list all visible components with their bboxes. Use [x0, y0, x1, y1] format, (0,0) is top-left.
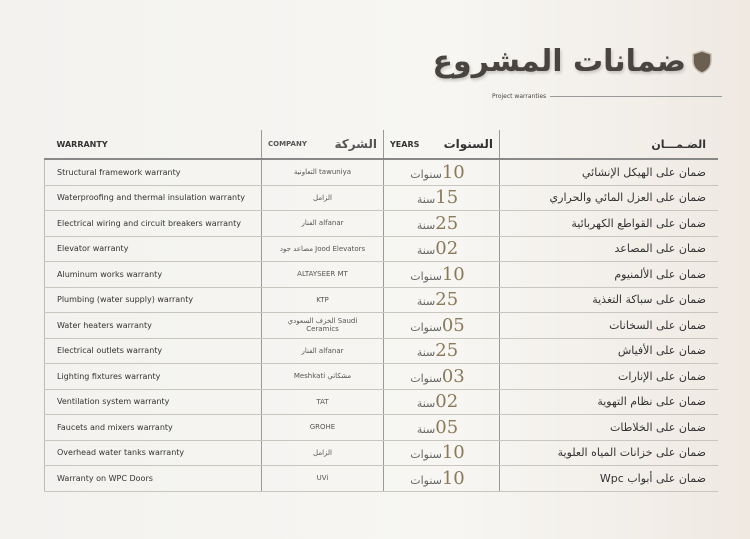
years-unit: سنة [416, 244, 436, 258]
years-cell [384, 338, 500, 364]
warranty-en: Lighting fixtures warranty [45, 364, 262, 390]
warranty-en: Aluminum works warranty [45, 262, 262, 288]
page-title [433, 44, 712, 79]
company-logo: GROHE [262, 415, 384, 441]
years-number: 10 [441, 161, 465, 183]
years-cell [384, 185, 500, 211]
table-row [45, 440, 719, 466]
warranty-ar: ضمان على أبواب Wpc [500, 466, 719, 492]
company-logo: Meshkati مشكاتي [262, 364, 384, 390]
warranty-ar: ضمان على الخلاطات [500, 415, 719, 441]
warranty-en: Structural framework warranty [45, 159, 262, 185]
table-row [45, 262, 719, 288]
years-number: 25 [435, 289, 459, 311]
subtitle-text: Project warranties [492, 93, 547, 100]
col-years [384, 130, 500, 159]
table-row [45, 364, 719, 390]
years-unit: سنة [416, 397, 436, 411]
years-cell [384, 364, 500, 390]
company-logo: التعاونية tawuniya [262, 159, 384, 185]
table-row [45, 159, 719, 185]
years-cell [384, 466, 500, 492]
years-number: 02 [435, 238, 459, 260]
years-number: 03 [441, 365, 465, 387]
table-row [45, 287, 719, 313]
years-unit: سنوات [410, 320, 442, 334]
years-unit: سنة [416, 422, 436, 436]
col-years-ar: السنوات [443, 137, 493, 151]
warranty-ar: ضمان على خزانات المياه العلوية [500, 440, 719, 466]
warranty-en: Warranty on WPC Doors [45, 466, 262, 492]
years-unit: سنة [416, 218, 436, 232]
years-cell [384, 262, 500, 288]
years-number: 25 [435, 212, 459, 234]
years-number: 10 [441, 467, 465, 489]
title-text: ضمانات المشروع [432, 44, 686, 79]
years-unit: سنة [416, 193, 436, 207]
warranty-en: Overhead water tanks warranty [45, 440, 262, 466]
years-cell [384, 313, 500, 339]
company-logo: TAT [262, 389, 384, 415]
warranty-ar: ضمان على العزل المائي والحراري [500, 185, 719, 211]
table-row [45, 313, 719, 339]
warranty-ar: ضمان على نظام التهوية [500, 389, 719, 415]
years-number: 02 [435, 391, 459, 413]
col-warranty: WARRANTY [45, 130, 262, 159]
years-number: 05 [441, 314, 465, 336]
years-cell [384, 159, 500, 185]
years-cell [384, 440, 500, 466]
warranty-ar: ضمان على الإنارات [500, 364, 719, 390]
col-years-en: YEARS [390, 139, 420, 149]
years-unit: سنوات [410, 269, 442, 283]
years-number: 10 [441, 442, 465, 464]
company-logo: ALTAYSEER MT [262, 262, 384, 288]
company-logo: KTP [262, 287, 384, 313]
warranty-ar: ضمان على الأفياش [500, 338, 719, 364]
company-logo: الخزف السعودي Saudi Ceramics [262, 313, 384, 339]
col-company-en: COMPANY [268, 140, 307, 148]
company-logo: الفنار alfanar [262, 211, 384, 237]
years-unit: سنة [416, 295, 436, 309]
years-number: 15 [435, 187, 459, 209]
company-logo: UVi [262, 466, 384, 492]
warranty-en: Electrical outlets warranty [45, 338, 262, 364]
warranty-ar: ضمان على الهيكل الإنشائي [500, 159, 719, 185]
years-unit: سنة [416, 346, 436, 360]
company-logo: مصاعد جود Jood Elevators [262, 236, 384, 262]
warranty-en: Elevator warranty [45, 236, 262, 262]
company-logo: الزامل [262, 440, 384, 466]
years-unit: سنوات [410, 473, 442, 487]
table-row [45, 185, 719, 211]
table-row [45, 389, 719, 415]
years-number: 05 [435, 416, 459, 438]
warranty-ar: ضمان على المصاعد [500, 236, 719, 262]
divider [550, 96, 722, 97]
col-warranty-ar: الضـمـــان [500, 130, 719, 159]
years-number: 25 [435, 340, 459, 362]
company-logo: الفنار alfanar [262, 338, 384, 364]
years-unit: سنوات [410, 448, 442, 462]
warranty-en: Plumbing (water supply) warranty [45, 287, 262, 313]
table-row [45, 415, 719, 441]
warranty-ar: ضمان على سباكة التغذية [500, 287, 719, 313]
years-cell [384, 236, 500, 262]
years-cell [384, 415, 500, 441]
years-unit: سنوات [410, 371, 442, 385]
subtitle [492, 93, 722, 100]
col-company-ar: الشركة [334, 137, 377, 151]
years-cell [384, 211, 500, 237]
warranty-table [44, 130, 718, 492]
warranty-ar: ضمان على السخانات [500, 313, 719, 339]
table-row [45, 236, 719, 262]
shield-icon [692, 50, 712, 74]
years-cell [384, 287, 500, 313]
years-cell [384, 389, 500, 415]
table-row [45, 466, 719, 492]
warranty-en: Waterproofing and thermal insulation warranty [45, 185, 262, 211]
warranty-en: Water heaters warranty [45, 313, 262, 339]
warranty-ar: ضمان على الألمنيوم [500, 262, 719, 288]
warranty-ar: ضمان على القواطع الكهربائية [500, 211, 719, 237]
years-unit: سنوات [410, 167, 442, 181]
warranty-en: Faucets and mixers warranty [45, 415, 262, 441]
years-number: 10 [441, 263, 465, 285]
table-row [45, 211, 719, 237]
table-header [45, 130, 719, 159]
warranty-en: Electrical wiring and circuit breakers warranty [45, 211, 262, 237]
table-row [45, 338, 719, 364]
col-company [262, 130, 384, 159]
warranty-en: Ventilation system warranty [45, 389, 262, 415]
company-logo: الزامل [262, 185, 384, 211]
